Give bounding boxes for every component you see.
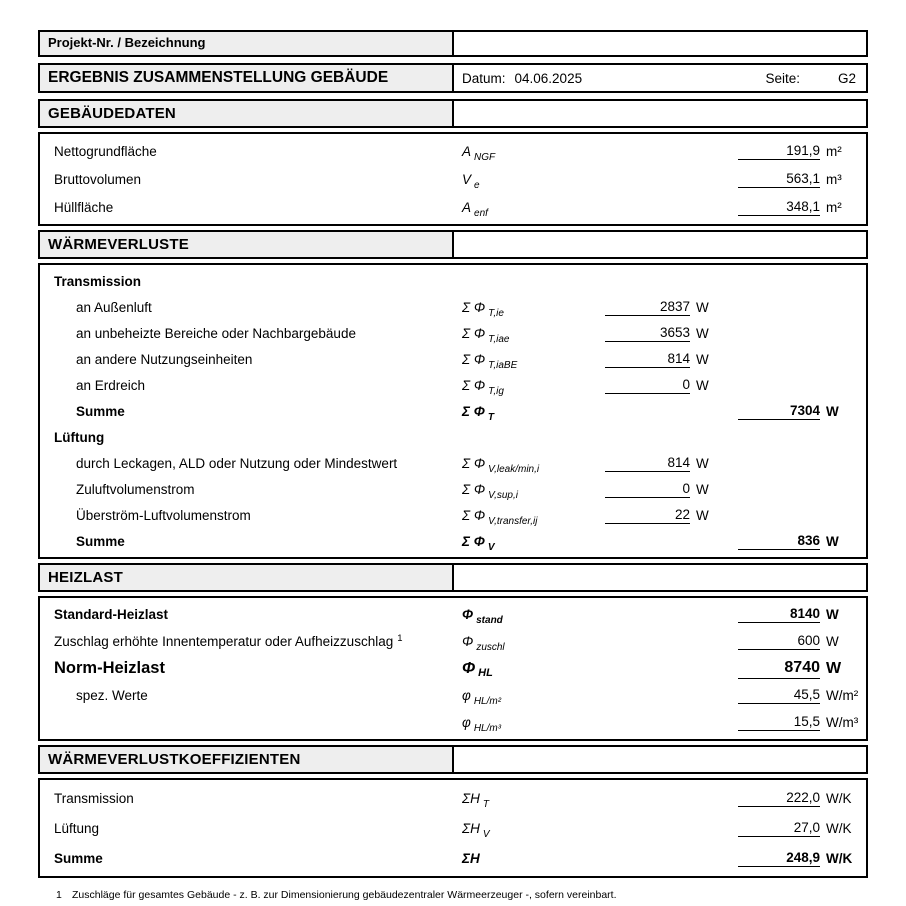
- symbol: [462, 199, 605, 219]
- title-row: [38, 63, 868, 93]
- symbol-subscript: V,sup,i: [488, 489, 518, 501]
- symbol: [462, 851, 605, 866]
- table-row: [40, 320, 866, 346]
- table-row: [40, 450, 866, 476]
- symbol-subscript: zuschl: [476, 642, 505, 653]
- row-label-text: Transmission: [54, 790, 134, 806]
- row-label: [40, 300, 462, 315]
- symbol-subscript: e: [474, 179, 480, 191]
- symbol-main: ΣH: [462, 790, 480, 806]
- symbol-subscript: T: [482, 798, 489, 810]
- unit-right: W: [826, 607, 839, 622]
- footnote-ref: 1: [56, 889, 62, 901]
- symbol: [462, 790, 605, 810]
- table-row: [40, 346, 866, 372]
- symbol-main: ΣH: [462, 820, 480, 836]
- symbol-main: Σ Φ: [462, 351, 486, 367]
- row-label: [40, 821, 462, 836]
- unit-mid: W: [696, 481, 709, 497]
- title-meta: [454, 65, 866, 91]
- unit-right: W: [826, 659, 842, 677]
- row-label: [40, 326, 462, 341]
- section-title: WÄRMEVERLUSTKOEFFIZIENTEN: [40, 747, 454, 772]
- symbol-main: A: [462, 199, 472, 215]
- table-row: [40, 294, 866, 320]
- symbol-subscript: stand: [476, 615, 503, 626]
- symbol-main: φ: [462, 715, 471, 730]
- symbol-subscript: T,ie: [488, 307, 504, 319]
- table-row: [40, 165, 866, 193]
- row-label-text: Transmission: [54, 273, 142, 289]
- report-page: [38, 30, 868, 901]
- symbol-main: φ: [462, 688, 471, 703]
- unit-right: W/m²: [826, 688, 859, 703]
- table-row: [40, 682, 866, 709]
- section-title: HEIZLAST: [40, 565, 454, 590]
- row-label: [40, 688, 462, 703]
- symbol-main: Φ: [462, 659, 476, 677]
- symbol-main: Σ Φ: [462, 403, 485, 419]
- table-row: [40, 813, 866, 843]
- value-right: 563,1: [738, 171, 820, 188]
- unit-mid: W: [696, 507, 709, 523]
- row-label-text: an Außenluft: [76, 299, 152, 315]
- section-body: [38, 263, 868, 559]
- table-row: [40, 476, 866, 502]
- section-header-right-cell: [454, 101, 866, 126]
- symbol-subscript: HL/m³: [473, 723, 502, 734]
- section-header-right-cell: [454, 565, 866, 590]
- section-header-right-cell: [454, 232, 866, 257]
- symbol-subscript: T: [487, 411, 494, 423]
- symbol: [462, 820, 605, 840]
- table-row: [40, 601, 866, 628]
- symbol: [462, 143, 605, 163]
- value-right: 222,0: [738, 790, 820, 807]
- symbol: [462, 171, 605, 191]
- symbol-subscript: HL: [478, 666, 493, 679]
- section-header: [38, 745, 868, 774]
- row-label-text: Lüftung: [54, 820, 100, 836]
- row-label: [40, 607, 462, 622]
- symbol: [462, 299, 605, 319]
- table-row: [40, 502, 866, 528]
- value-right: 836: [738, 533, 820, 550]
- symbol-main: Σ Φ: [462, 325, 486, 341]
- unit-right: W/K: [826, 850, 853, 866]
- section-title: WÄRMEVERLUSTE: [40, 232, 454, 257]
- section-waermeverlustkoeffizienten: [38, 745, 868, 878]
- symbol-main: A: [462, 143, 472, 159]
- symbol-main: Σ Φ: [462, 481, 486, 497]
- value-right: 191,9: [738, 143, 820, 160]
- section-header: [38, 99, 868, 128]
- symbol: [462, 507, 605, 527]
- symbol-subscript: V: [482, 828, 490, 840]
- row-label: [40, 430, 462, 445]
- row-label-text: Zuschlag erhöhte Innentemperatur oder Aufheizzuschlag: [54, 634, 394, 649]
- row-label-text: an unbeheizte Bereiche oder Nachbargebäude: [76, 325, 356, 341]
- symbol-main: Φ: [462, 607, 474, 622]
- value-right: 7304: [738, 403, 820, 420]
- project-label: Projekt-Nr. / Bezeichnung: [40, 32, 454, 55]
- row-label-text: an andere Nutzungseinheiten: [76, 351, 253, 367]
- symbol-subscript: T,ig: [488, 385, 504, 397]
- table-row: [40, 268, 866, 294]
- date-label: Datum:: [462, 70, 506, 86]
- unit-mid: W: [696, 351, 709, 367]
- unit-right: W/m³: [826, 715, 859, 730]
- footnote-text: Zuschläge für gesamtes Gebäude - z. B. zur Dimensionierung gebäudezentraler Wärmeerzeuger -, sofern vereinbart.: [72, 889, 617, 901]
- row-label: [40, 482, 462, 497]
- table-row: [40, 398, 866, 424]
- section-body: [38, 132, 868, 226]
- page-title: ERGEBNIS ZUSAMMENSTELLUNG GEBÄUDE: [40, 65, 454, 91]
- symbol: [462, 455, 605, 475]
- symbol-subscript: V,transfer,ij: [488, 515, 538, 527]
- section-header: [38, 230, 868, 259]
- value-mid: 2837: [605, 299, 690, 316]
- row-label-text: Standard-Heizlast: [54, 607, 169, 622]
- symbol-subscript: NGF: [474, 151, 496, 163]
- symbol-main: Σ Φ: [462, 507, 486, 523]
- value-right: 600: [738, 633, 820, 650]
- project-row: [38, 30, 868, 57]
- value-mid: 0: [605, 481, 690, 498]
- symbol: [462, 688, 605, 707]
- table-row: [40, 528, 866, 554]
- symbol-subscript: V,leak/min,i: [488, 463, 540, 475]
- symbol-main: Σ Φ: [462, 377, 486, 393]
- value-right: 45,5: [738, 687, 820, 704]
- unit-mid: W: [696, 455, 709, 471]
- value-right: 15,5: [738, 714, 820, 731]
- symbol-main: Σ Φ: [462, 455, 486, 471]
- date-value: 04.06.2025: [514, 70, 583, 86]
- value-right: 8140: [738, 606, 820, 623]
- table-row: [40, 709, 866, 736]
- symbol-main: ΣH: [462, 850, 480, 866]
- table-row: [40, 628, 866, 655]
- symbol-main: Σ Φ: [462, 299, 486, 315]
- symbol-subscript: V: [487, 541, 495, 553]
- row-label: [40, 508, 462, 523]
- symbol: [462, 481, 605, 501]
- row-label: [40, 634, 462, 649]
- row-label-text: Summe: [76, 403, 125, 419]
- row-label: [40, 534, 462, 549]
- symbol: [462, 377, 605, 397]
- symbol-main: V: [462, 171, 472, 187]
- value-mid: 22: [605, 507, 690, 524]
- row-label: [40, 274, 462, 289]
- page-number-value: G2: [837, 70, 856, 86]
- symbol: [462, 533, 605, 553]
- row-label-text: durch Leckagen, ALD oder Nutzung oder Mindestwert: [76, 455, 398, 471]
- value-right: 248,9: [738, 850, 820, 867]
- unit-right: W/K: [826, 790, 852, 806]
- unit-mid: W: [696, 377, 709, 393]
- table-row: [40, 783, 866, 813]
- value-mid: 814: [605, 455, 690, 472]
- row-label: [40, 456, 462, 471]
- symbol: [462, 715, 605, 734]
- symbol: [462, 403, 605, 423]
- unit-right: m²: [826, 143, 842, 159]
- row-label: [40, 404, 462, 419]
- row-label-text: Lüftung: [54, 429, 105, 445]
- row-label: [40, 352, 462, 367]
- value-mid: 3653: [605, 325, 690, 342]
- value-right: 8740: [738, 659, 820, 679]
- section-gebaeudedaten: [38, 99, 868, 226]
- symbol-main: Σ Φ: [462, 533, 485, 549]
- section-heizlast: [38, 563, 868, 741]
- symbol: [462, 660, 605, 678]
- table-row: [40, 424, 866, 450]
- row-label: [40, 791, 462, 806]
- symbol-subscript: T,iae: [488, 333, 510, 345]
- symbol-subscript: HL/m²: [473, 696, 502, 707]
- symbol: [462, 325, 605, 345]
- symbol-main: Φ: [462, 634, 474, 649]
- unit-right: W/K: [826, 820, 852, 836]
- row-label-text: Summe: [76, 533, 125, 549]
- project-number-field: [454, 32, 866, 55]
- symbol: [462, 634, 605, 653]
- row-label: [40, 378, 462, 393]
- row-label: [40, 200, 462, 215]
- unit-mid: W: [696, 325, 709, 341]
- section-title: GEBÄUDEDATEN: [40, 101, 454, 126]
- symbol: [462, 351, 605, 371]
- section-waermeverluste: [38, 230, 868, 559]
- unit-right: W: [826, 634, 839, 649]
- row-label-text: Bruttovolumen: [54, 171, 142, 187]
- section-body: [38, 778, 868, 878]
- table-row: [40, 372, 866, 398]
- table-row: [40, 843, 866, 873]
- row-label-text: Hüllfläche: [54, 199, 114, 215]
- value-mid: 814: [605, 351, 690, 368]
- table-row: [40, 193, 866, 221]
- row-label-text: spez. Werte: [76, 688, 148, 703]
- symbol-subscript: T,iaBE: [488, 359, 518, 371]
- value-mid: 0: [605, 377, 690, 394]
- footnote: [38, 889, 868, 901]
- symbol: [462, 607, 605, 626]
- row-label: [40, 851, 462, 866]
- page-number-label: Seite:: [765, 70, 800, 86]
- unit-mid: W: [696, 299, 709, 315]
- section-header: [38, 563, 868, 592]
- section-header-right-cell: [454, 747, 866, 772]
- row-label: [40, 172, 462, 187]
- value-right: 348,1: [738, 199, 820, 216]
- row-label-text: Überström-Luftvolumenstrom: [76, 507, 251, 523]
- unit-right: W: [826, 533, 839, 549]
- symbol-subscript: enf: [474, 207, 488, 219]
- row-label: [40, 144, 462, 159]
- unit-right: m³: [826, 171, 842, 187]
- row-label-text: Nettogrundfläche: [54, 143, 157, 159]
- row-label-text: Norm-Heizlast: [54, 659, 165, 677]
- section-body: [38, 596, 868, 741]
- table-row: [40, 137, 866, 165]
- row-label-text: Summe: [54, 850, 103, 866]
- row-label-text: an Erdreich: [76, 377, 146, 393]
- unit-right: m²: [826, 199, 842, 215]
- table-row: [40, 655, 866, 682]
- value-right: 27,0: [738, 820, 820, 837]
- row-label-text: Zuluftvolumenstrom: [76, 481, 195, 497]
- row-label: [40, 659, 462, 678]
- footnote-marker: 1: [397, 634, 403, 644]
- unit-right: W: [826, 403, 839, 419]
